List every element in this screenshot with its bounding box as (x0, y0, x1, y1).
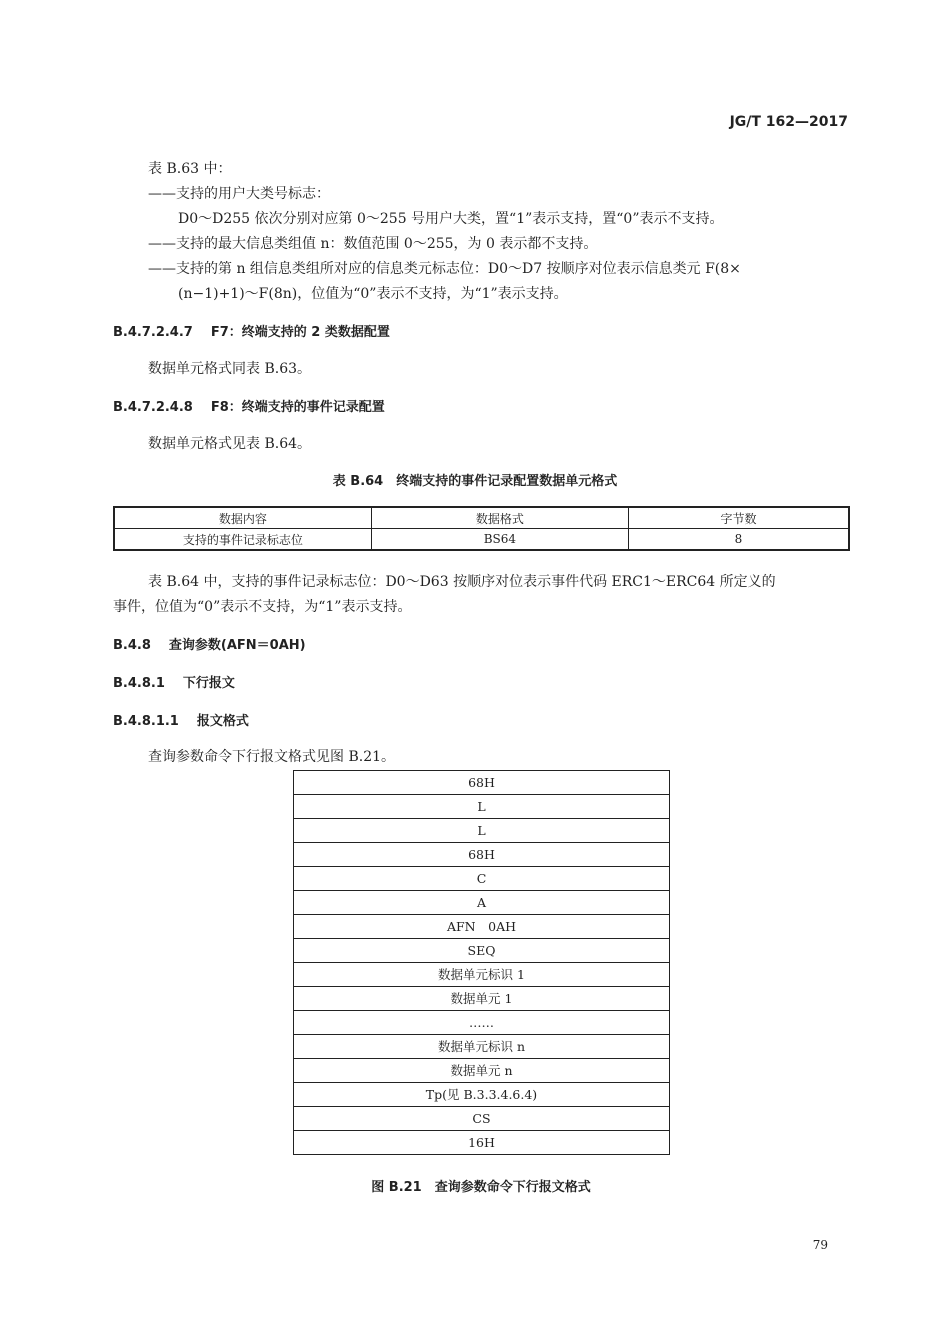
table-header-row (114, 507, 849, 529)
section-number: B.4.7.2.4.7 (113, 325, 193, 340)
section-body-b4811: 查询参数命令下行报文格式见图 B.21。 (148, 749, 396, 765)
section-title: F7：终端支持的 2 类数据配置 (210, 325, 390, 340)
frame-row: L (294, 819, 669, 843)
section-heading-b47247 (113, 321, 390, 340)
section-body-b47247: 数据单元格式同表 B.63。 (148, 361, 312, 377)
para2-line2: 事件，位值为“0”表示不支持，为“1”表示支持。 (113, 599, 412, 615)
section-number: B.4.7.2.4.8 (113, 400, 193, 415)
section-heading-b4811 (113, 710, 249, 729)
table-header-cell: 数据格式 (371, 507, 628, 529)
figure-caption: 图 B.21 查询参数命令下行报文格式 (371, 1180, 591, 1195)
section-number: B.4.8.1 (113, 676, 165, 691)
table-header-cell: 数据内容 (114, 507, 371, 529)
table-b64 (113, 506, 850, 551)
table-cell: 支持的事件记录标志位 (114, 529, 371, 551)
frame-row: C (294, 867, 669, 891)
section-title: 下行报文 (182, 676, 235, 691)
table-row (114, 529, 849, 551)
frame-row: A (294, 891, 669, 915)
section-title: F8：终端支持的事件记录配置 (210, 400, 385, 415)
list-item-3-line1: ——支持的第 n 组信息类组所对应的信息类元标志位：D0～D7 按顺序对位表示信息类元 F(8× (148, 261, 741, 277)
section-title: 查询参数(AFN＝0AH) (168, 638, 306, 653)
frame-row: SEQ (294, 939, 669, 963)
frame-row: …… (294, 1011, 669, 1035)
section-title: 报文格式 (196, 714, 249, 729)
frame-row: L (294, 795, 669, 819)
frame-row: 数据单元标识 n (294, 1035, 669, 1059)
frame-row: 16H (468, 1135, 495, 1150)
frame-row: 68H (294, 843, 669, 867)
standard-code: JG/T 162—2017 (729, 114, 848, 130)
section-number: B.4.8.1.1 (113, 714, 179, 729)
section-number: B.4.8 (113, 638, 151, 653)
section-heading-b481 (113, 672, 235, 691)
table-header-cell: 字节数 (629, 507, 850, 529)
frame-row: CS (294, 1107, 669, 1131)
list-item-1: ——支持的用户大类号标志： (148, 186, 330, 202)
para-intro: 表 B.63 中： (148, 161, 232, 177)
message-frame-diagram (293, 770, 670, 1155)
page-number: 79 (812, 1238, 828, 1252)
table-cell: BS64 (371, 529, 628, 551)
frame-row: 数据单元标识 1 (294, 963, 669, 987)
list-item-2: ——支持的最大信息类组值 n：数值范围 0～255，为 0 表示都不支持。 (148, 236, 598, 252)
para2-line1: 表 B.64 中，支持的事件记录标志位：D0～D63 按顺序对位表示事件代码 ERC1～ERC64 所定义的 (148, 574, 776, 590)
section-heading-b47248 (113, 396, 385, 415)
section-heading-b48 (113, 634, 306, 653)
frame-row: Tp(见 B.3.3.4.6.4) (294, 1083, 669, 1107)
frame-row: 数据单元 n (294, 1059, 669, 1083)
section-body-b47248: 数据单元格式见表 B.64。 (148, 436, 312, 452)
table-cell: 8 (629, 529, 850, 551)
frame-row: 数据单元 1 (294, 987, 669, 1011)
list-item-1-detail: D0～D255 依次分别对应第 0～255 号用户大类，置“1”表示支持，置“0”表示不支持。 (178, 211, 724, 227)
table-caption: 表 B.64 终端支持的事件记录配置数据单元格式 (332, 474, 618, 489)
frame-row: AFN 0AH (294, 915, 669, 939)
list-item-3-line2: (n−1)+1)～F(8n)，位值为“0”表示不支持，为“1”表示支持。 (178, 286, 568, 302)
frame-row: 68H (294, 771, 669, 795)
